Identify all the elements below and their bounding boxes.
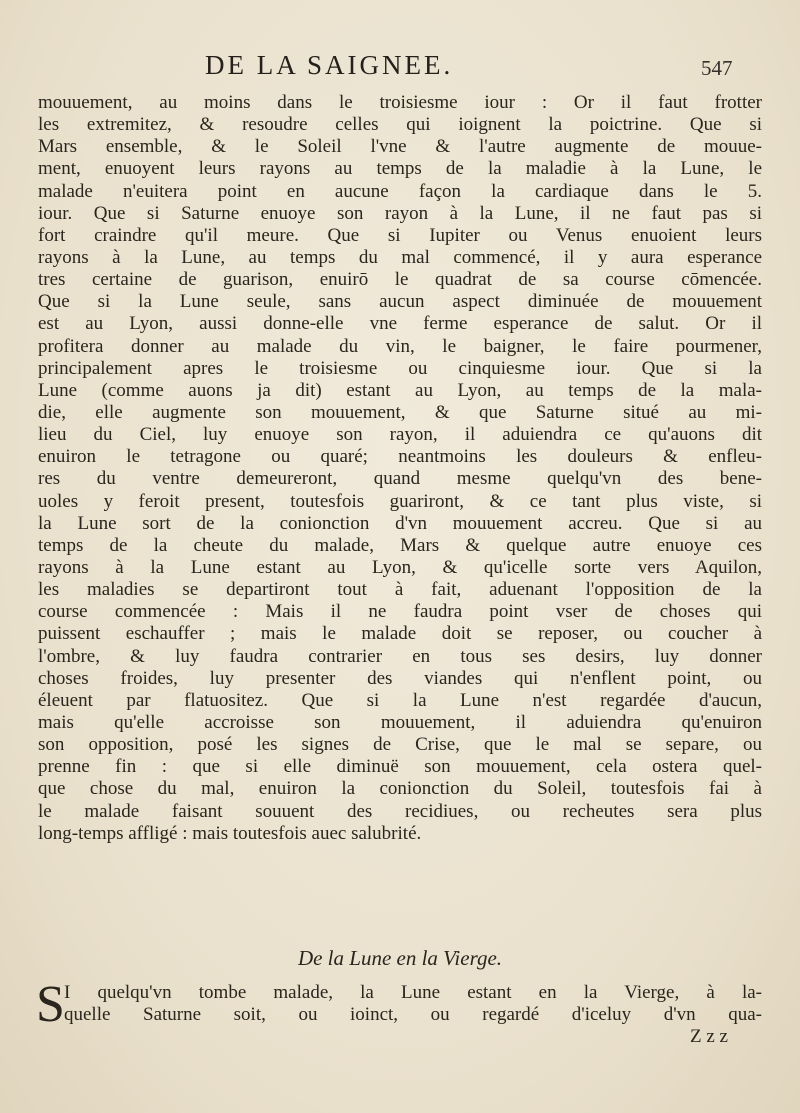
text-line: tres certaine de guarison, enuirō le quadrat de sa course cōmencée.: [38, 269, 762, 291]
text-line: malade n'euitera point en aucune façon la cardiaque dans le 5.: [38, 180, 762, 202]
running-title: DE LA SAIGNEE.: [205, 50, 454, 80]
text-line: res du ventre demeureront, quand mesme quelqu'vn des bene-: [38, 468, 762, 490]
text-line: les maladies se departiront tout à fait, aduenant l'opposition de la: [38, 579, 762, 601]
page-number: 547: [701, 56, 733, 80]
text-line: est au Lyon, aussi donne-elle vne ferme esperance de salut. Or il: [38, 313, 762, 335]
text-line: que chose du mal, enuiron la conionction du Soleil, toutesfois fai à: [38, 778, 762, 800]
text-line: puissent eschauffer ; mais le malade doit se reposer, ou coucher à: [38, 623, 762, 645]
text-line: les extremitez, & resoudre celles qui ioignent la poictrine. Que si: [38, 114, 762, 136]
text-line: uoles y feroit present, toutesfois guariront, & ce tant plus viste, si: [38, 490, 762, 512]
text-line: l'ombre, & luy faudra contrarier en tous ses desirs, luy donner: [38, 645, 762, 667]
paragraph-main: [38, 92, 762, 845]
text-line: principalement apres le troisiesme ou cinquiesme iour. Que si la: [38, 357, 762, 379]
text-line: rayons à la Lune estant au Lyon, & qu'icelle sorte vers Aquilon,: [38, 556, 762, 578]
text-line: Mars ensemble, & le Soleil l'vne & l'autre augmente de mouue-: [38, 136, 762, 158]
text-line: I quelqu'vn tombe malade, la Lune estant en la Vierge, à la-: [64, 982, 762, 1003]
text-line: quelle Saturne soit, ou ioinct, ou regardé d'iceluy d'vn qua-: [64, 1004, 762, 1026]
text-line: mais qu'elle accroisse son mouuement, il aduiendra qu'enuiron: [38, 711, 762, 733]
text-line: temps de la cheute du malade, Mars & quelque autre enuoye ces: [38, 534, 762, 556]
text-line: die, elle augmente son mouuement, & que Saturne situé au mi-: [38, 401, 762, 423]
text-line: la Lune sort de la conionction d'vn mouuement accreu. Que si au: [38, 512, 762, 534]
text-line: choses froides, luy presenter des viandes qui n'enflent point, ou: [38, 667, 762, 689]
text-line: fort craindre qu'il meure. Que si Iupiter ou Venus enuoient leurs: [38, 224, 762, 246]
catchword: Z z z: [690, 1026, 728, 1047]
paragraph-second: [64, 982, 762, 1026]
text-line: éleuent par flatuositez. Que si la Lune n'est regardée d'aucun,: [38, 689, 762, 711]
text-line: long-temps affligé : mais toutesfois auec salubrité.: [38, 822, 422, 844]
text-line: prenne fin : que si elle diminuë son mouuement, cela ostera quel-: [38, 756, 762, 778]
text-line: ment, enuoyent leurs rayons au temps de la maladie à la Lune, le: [38, 158, 762, 180]
drop-cap: S: [36, 976, 65, 1033]
text-line: son opposition, posé les signes de Crise, que le mal se separe, ou: [38, 734, 762, 756]
text-line: course commencée : Mais il ne faudra point vser de choses qui: [38, 601, 762, 623]
text-line: lieu du Ciel, luy enuoye son rayon, il aduiendra ce qu'auons dit: [38, 424, 762, 446]
text-line: mouuement, au moins dans le troisiesme iour : Or il faut frotter: [38, 92, 762, 113]
text-line: le malade faisant souuent des recidiues, ou recheutes sera plus: [38, 800, 762, 822]
text-line: Lune (comme auons ja dit) estant au Lyon, au temps de la mala-: [38, 379, 762, 401]
running-head: [0, 46, 800, 86]
section-heading: De la Lune en la Vierge.: [297, 946, 503, 970]
text-line: iour. Que si Saturne enuoye son rayon à la Lune, il ne faut pas si: [38, 202, 762, 224]
text-line: rayons à la Lune, au temps du mal commencé, il y aura esperance: [38, 246, 762, 268]
text-line: Que si la Lune seule, sans aucun aspect diminuée de mouuement: [38, 291, 762, 313]
text-line: profitera donner au malade du vin, le baigner, le faire pourmener,: [38, 335, 762, 357]
text-line: enuiron le tetragone ou quaré; neantmoins les douleurs & enfleu-: [38, 446, 762, 468]
